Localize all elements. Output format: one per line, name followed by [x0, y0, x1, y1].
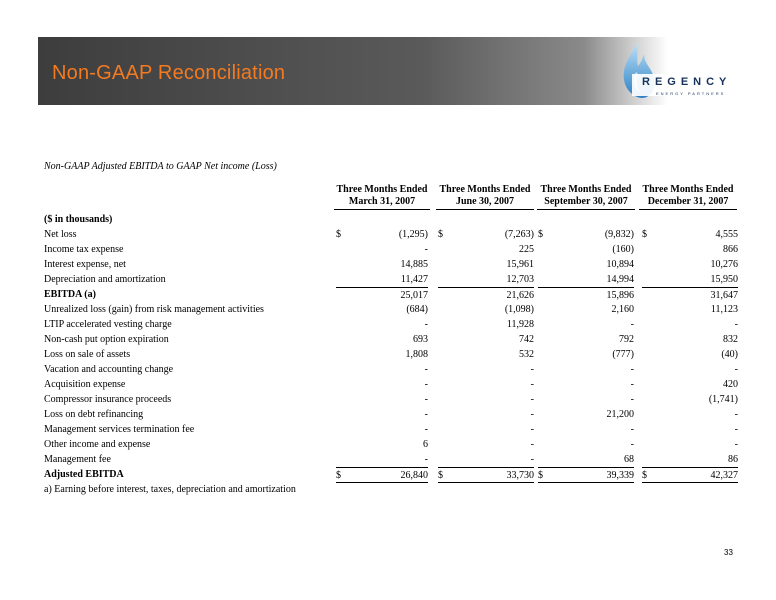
column-header-line1: Three Months Ended	[439, 184, 531, 195]
cell-value: -	[630, 379, 634, 390]
value-cell	[538, 452, 634, 467]
cell-value: -	[424, 409, 428, 420]
value-cell	[438, 272, 534, 287]
cell-value: -	[734, 424, 738, 435]
table-row	[44, 257, 738, 272]
cell-value: 12,703	[506, 274, 534, 285]
cell-value: 26,840	[400, 470, 428, 481]
value-cell	[642, 332, 738, 347]
currency-symbol: $	[336, 470, 341, 481]
table-row	[44, 392, 738, 407]
cell-value: 14,885	[400, 259, 428, 270]
cell-value: 15,896	[606, 290, 634, 301]
cell-value: 532	[519, 349, 534, 360]
cell-value: 33,730	[506, 470, 534, 481]
cell-value: 693	[413, 334, 428, 345]
cell-value: -	[530, 394, 534, 405]
cell-value: 832	[723, 334, 738, 345]
value-cell	[642, 407, 738, 422]
currency-symbol: $	[642, 470, 647, 481]
value-cell	[642, 452, 738, 467]
value-cell	[336, 302, 428, 317]
row-label: Other income and expense	[44, 439, 151, 450]
currency-symbol: $	[438, 229, 443, 240]
table-row	[44, 347, 738, 362]
logo-wordmark: REGENCY	[642, 76, 732, 88]
row-label: Vacation and accounting change	[44, 364, 174, 375]
cell-value: 86	[728, 454, 738, 465]
row-label: Unrealized loss (gain) from risk management activities	[44, 304, 264, 315]
footnote-row	[44, 482, 734, 497]
cell-value: -	[630, 439, 634, 450]
column-header	[436, 184, 534, 210]
cell-value: 6	[423, 439, 428, 450]
currency-symbol: $	[642, 229, 647, 240]
cell-value: (40)	[721, 349, 738, 360]
value-cell	[538, 422, 634, 437]
value-cell	[538, 272, 634, 287]
row-label: Depreciation and amortization	[44, 274, 166, 285]
row-label: EBITDA (a)	[44, 289, 96, 300]
table-row	[44, 422, 738, 437]
value-cell	[438, 392, 534, 407]
cell-value: 39,339	[606, 470, 634, 481]
cell-value: 225	[519, 244, 534, 255]
value-cell	[538, 302, 634, 317]
row-label: LTIP accelerated vesting charge	[44, 319, 172, 330]
cell-value: 866	[723, 244, 738, 255]
value-cell	[438, 437, 534, 452]
value-cell	[642, 467, 738, 483]
value-cell	[642, 272, 738, 287]
value-cell	[336, 422, 428, 437]
row-label: Adjusted EBITDA	[44, 469, 124, 480]
cell-value: -	[734, 364, 738, 375]
value-cell	[336, 452, 428, 467]
row-label: Income tax expense	[44, 244, 124, 255]
row-label: Management fee	[44, 454, 111, 465]
table-subtitle: Non-GAAP Adjusted EBITDA to GAAP Net income (Loss)	[44, 161, 277, 172]
cell-value: (7,263)	[504, 229, 534, 240]
table-row	[44, 452, 738, 467]
cell-value: 15,961	[506, 259, 534, 270]
cell-value: (1,295)	[398, 229, 428, 240]
cell-value: -	[530, 409, 534, 420]
cell-value: (160)	[612, 244, 634, 255]
value-cell	[336, 227, 428, 242]
cell-value: 10,276	[710, 259, 738, 270]
value-cell	[438, 422, 534, 437]
table-row	[44, 362, 738, 377]
regency-logo	[612, 38, 738, 104]
logo-tagline: ENERGY PARTNERS	[656, 91, 726, 96]
value-cell	[538, 287, 634, 302]
value-cell	[336, 392, 428, 407]
value-cell	[538, 227, 634, 242]
cell-value: 11,928	[506, 319, 534, 330]
value-cell	[336, 377, 428, 392]
value-cell	[438, 287, 534, 302]
cell-value: 68	[624, 454, 634, 465]
cell-value: -	[530, 364, 534, 375]
cell-value: 2,160	[611, 304, 634, 315]
column-header-line2: March 31, 2007	[348, 196, 416, 207]
value-cell	[642, 302, 738, 317]
row-label: Loss on debt refinancing	[44, 409, 144, 420]
value-cell	[538, 437, 634, 452]
value-cell	[538, 392, 634, 407]
cell-value: -	[424, 454, 428, 465]
row-label: Interest expense, net	[44, 259, 126, 270]
cell-value: -	[424, 244, 428, 255]
page-number: 33	[724, 548, 733, 557]
table-row	[44, 242, 738, 257]
cell-value: -	[530, 424, 534, 435]
column-header-line1: Three Months Ended	[336, 184, 428, 195]
units-row	[44, 212, 734, 227]
value-cell	[438, 257, 534, 272]
row-label: Net loss	[44, 229, 77, 240]
cell-value: 4,555	[715, 229, 738, 240]
column-header-line2: December 31, 2007	[647, 196, 729, 207]
value-cell	[642, 287, 738, 302]
value-cell	[642, 362, 738, 377]
column-header-line1: Three Months Ended	[540, 184, 632, 195]
value-cell	[438, 407, 534, 422]
cell-value: 792	[619, 334, 634, 345]
table-row	[44, 302, 738, 317]
value-cell	[438, 317, 534, 332]
value-cell	[336, 407, 428, 422]
value-cell	[336, 467, 428, 483]
value-cell	[336, 257, 428, 272]
cell-value: -	[424, 319, 428, 330]
cell-value: -	[734, 409, 738, 420]
cell-value: -	[424, 394, 428, 405]
value-cell	[438, 242, 534, 257]
cell-value: (684)	[406, 304, 428, 315]
cell-value: 420	[723, 379, 738, 390]
cell-value: -	[734, 439, 738, 450]
cell-value: (1,098)	[504, 304, 534, 315]
value-cell	[438, 377, 534, 392]
column-header	[334, 184, 430, 210]
value-cell	[538, 377, 634, 392]
cell-value: (9,832)	[604, 229, 634, 240]
cell-value: 1,808	[405, 349, 428, 360]
cell-value: 742	[519, 334, 534, 345]
value-cell	[538, 362, 634, 377]
cell-value: (777)	[612, 349, 634, 360]
cell-value: 15,950	[710, 274, 738, 285]
value-cell	[642, 317, 738, 332]
value-cell	[336, 437, 428, 452]
table-row	[44, 407, 738, 422]
cell-value: 31,647	[710, 290, 738, 301]
value-cell	[642, 347, 738, 362]
row-label: Acquisition expense	[44, 379, 126, 390]
column-header-line1: Three Months Ended	[642, 184, 734, 195]
cell-value: 42,327	[710, 470, 738, 481]
value-cell	[538, 242, 634, 257]
cell-value: 11,427	[400, 274, 428, 285]
currency-symbol: $	[438, 470, 443, 481]
table-row	[44, 287, 738, 302]
currency-symbol: $	[538, 470, 543, 481]
column-header-line2: September 30, 2007	[544, 196, 628, 207]
value-cell	[642, 392, 738, 407]
value-cell	[336, 242, 428, 257]
currency-symbol: $	[538, 229, 543, 240]
table-row	[44, 227, 738, 242]
column-header	[537, 184, 635, 210]
reconciliation-table	[44, 212, 738, 497]
value-cell	[642, 437, 738, 452]
value-cell	[336, 332, 428, 347]
cell-value: -	[530, 454, 534, 465]
value-cell	[642, 257, 738, 272]
cell-value: -	[530, 439, 534, 450]
cell-value: 25,017	[400, 290, 428, 301]
table-row	[44, 272, 738, 287]
cell-value: -	[424, 379, 428, 390]
value-cell	[438, 362, 534, 377]
value-cell	[538, 317, 634, 332]
row-label: Loss on sale of assets	[44, 349, 131, 360]
column-header-line2: June 30, 2007	[455, 196, 515, 207]
cell-value: -	[424, 424, 428, 435]
value-cell	[642, 377, 738, 392]
table-row	[44, 332, 738, 347]
row-label: Management services termination fee	[44, 424, 195, 435]
units-label: ($ in thousands)	[44, 214, 113, 225]
row-label: Non-cash put option expiration	[44, 334, 169, 345]
cell-value: 11,123	[710, 304, 738, 315]
table-row	[44, 467, 738, 482]
value-cell	[538, 332, 634, 347]
cell-value: 14,994	[606, 274, 634, 285]
footnote: a) Earning before interest, taxes, depreciation and amortization	[44, 484, 296, 495]
value-cell	[642, 242, 738, 257]
value-cell	[438, 227, 534, 242]
value-cell	[538, 467, 634, 483]
cell-value: 21,200	[606, 409, 634, 420]
cell-value: 10,894	[606, 259, 634, 270]
value-cell	[336, 362, 428, 377]
cell-value: -	[424, 364, 428, 375]
value-cell	[538, 407, 634, 422]
cell-value: -	[530, 379, 534, 390]
column-header	[639, 184, 737, 210]
cell-value: -	[630, 394, 634, 405]
table-row	[44, 377, 738, 392]
value-cell	[642, 422, 738, 437]
value-cell	[538, 257, 634, 272]
cell-value: -	[630, 319, 634, 330]
value-cell	[336, 317, 428, 332]
cell-value: -	[630, 364, 634, 375]
page-title: Non-GAAP Reconciliation	[52, 62, 286, 84]
value-cell	[538, 347, 634, 362]
cell-value: (1,741)	[708, 394, 738, 405]
value-cell	[438, 452, 534, 467]
table-row	[44, 317, 738, 332]
value-cell	[642, 227, 738, 242]
value-cell	[336, 272, 428, 287]
value-cell	[336, 287, 428, 302]
cell-value: 21,626	[506, 290, 534, 301]
table-row	[44, 437, 738, 452]
cell-value: -	[630, 424, 634, 435]
value-cell	[438, 302, 534, 317]
currency-symbol: $	[336, 229, 341, 240]
value-cell	[438, 332, 534, 347]
value-cell	[438, 347, 534, 362]
cell-value: -	[734, 319, 738, 330]
value-cell	[438, 467, 534, 483]
row-label: Compressor insurance proceeds	[44, 394, 172, 405]
value-cell	[336, 347, 428, 362]
